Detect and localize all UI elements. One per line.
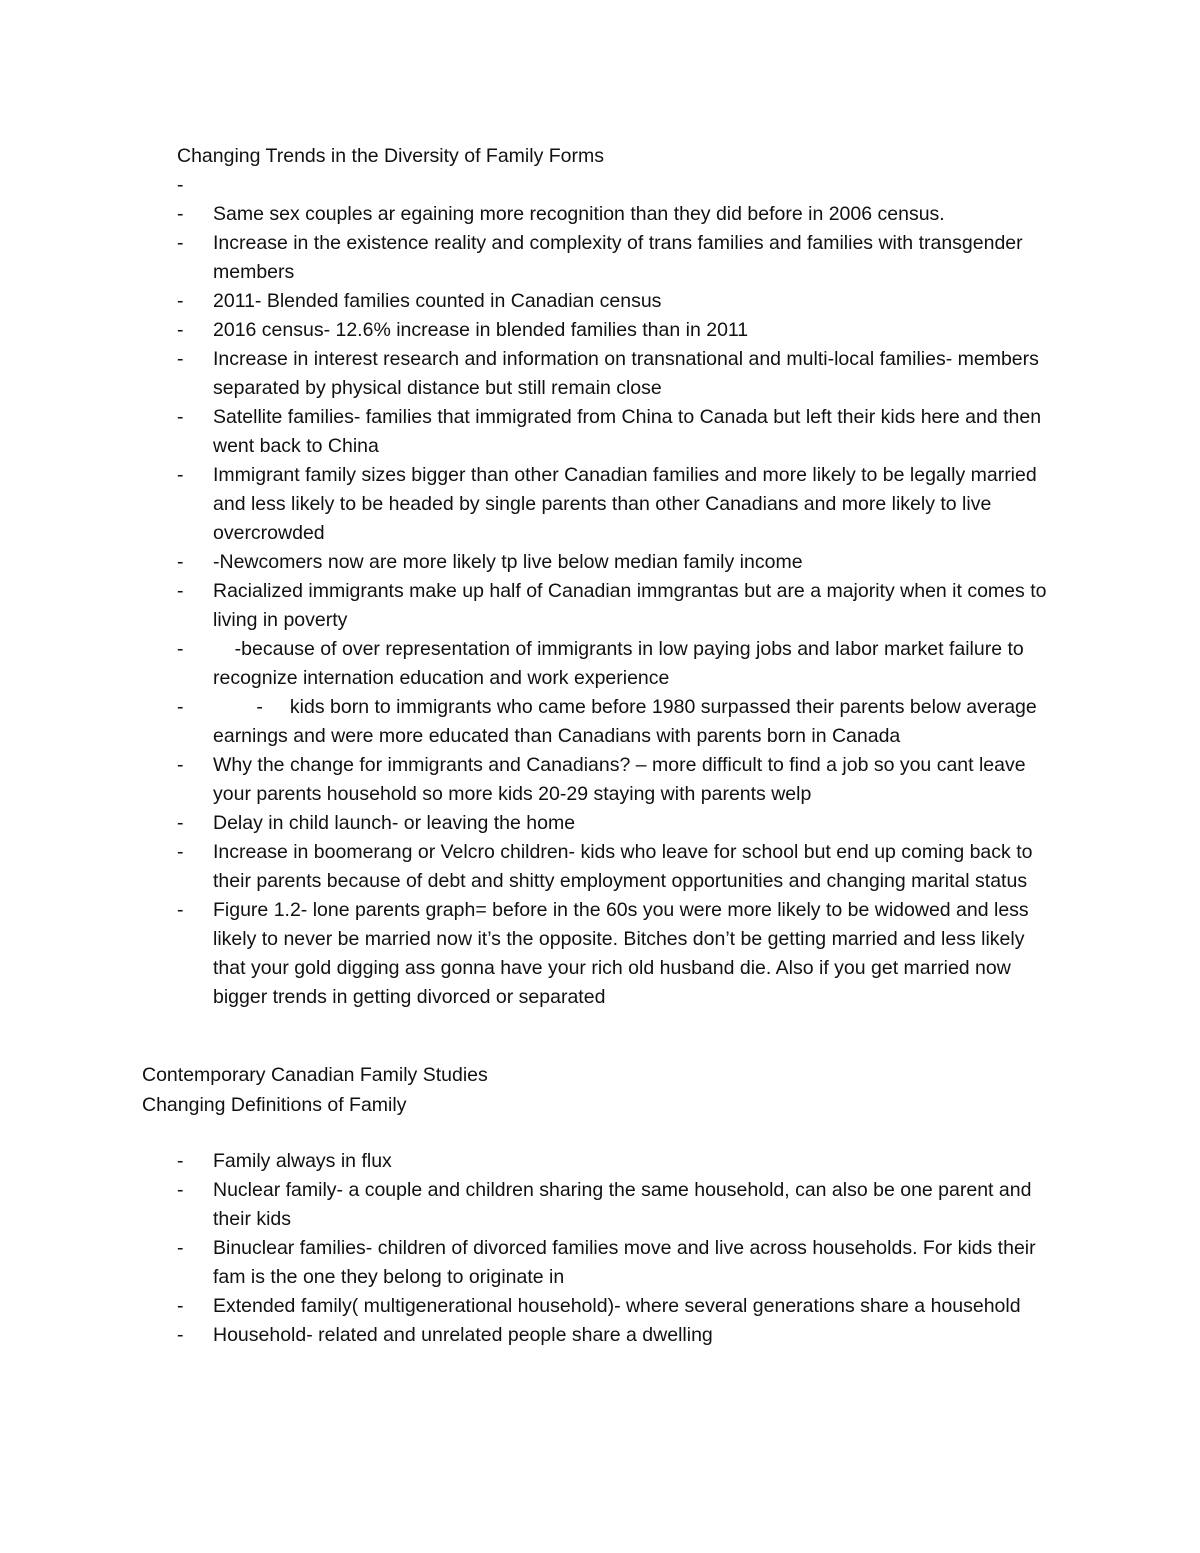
bullet-dash: - (177, 551, 184, 573)
bullet-dash: - (177, 1324, 184, 1346)
bullet-dash: - (177, 812, 184, 834)
list-item: - Immigrant family sizes bigger than other Canadian families and more likely to be legally married and less likely to be headed by single parents than other Canadians and more likely to live overcrowded (177, 461, 1053, 548)
bullet-dash: - (177, 1179, 184, 1201)
list-item: - 2016 census- 12.6% increase in blended families than in 2011 (177, 316, 1053, 345)
list-item: - Increase in interest research and information on transnational and multi-local families- members separated by physical distance but still remain close (177, 345, 1053, 403)
bullet-dash: - (177, 290, 184, 312)
list-item (177, 171, 1053, 200)
bullet-dash: - (177, 1295, 184, 1317)
bullet-dash: - (177, 232, 184, 254)
list-item: - Binuclear families- children of divorced families move and live across households. For kids their fam is the one they belong to originate in (177, 1234, 1053, 1292)
list-item: - 2011- Blended families counted in Canadian census (177, 287, 1053, 316)
section-subtitle-definitions: Changing Definitions of Family (142, 1094, 407, 1116)
list-item: - Extended family( multigenerational household)- where several generations share a household (177, 1292, 1053, 1321)
section-title-trends: Changing Trends in the Diversity of Family Forms (177, 145, 604, 167)
bullet-dash: - (177, 174, 184, 196)
bullet-dash: - (177, 754, 184, 776)
trends-list (177, 171, 1053, 1012)
bullet-dash: - (177, 406, 184, 428)
list-item: - Household- related and unrelated people share a dwelling (177, 1321, 1053, 1350)
bullet-dash: - (177, 696, 184, 718)
list-item: - Figure 1.2- lone parents graph= before in the 60s you were more likely to be widowed and less likely to never be married now it’s the opposite. Bitches don’t be getting married and less likely that your gold digging ass gonna have your rich old husband die. Also if you get married now bigger trends in getting divorced or separated (177, 896, 1053, 1012)
list-item: - -Newcomers now are more likely tp live below median family income (177, 548, 1053, 577)
list-item: - Satellite families- families that immigrated from China to Canada but left their kids here and then went back to China (177, 403, 1053, 461)
bullet-dash: - (177, 348, 184, 370)
bullet-dash: - (177, 1150, 184, 1172)
definitions-list (177, 1147, 1053, 1350)
section-title-contemporary: Contemporary Canadian Family Studies (142, 1064, 488, 1086)
list-item: - Delay in child launch- or leaving the home (177, 809, 1053, 838)
bullet-dash: - (177, 841, 184, 863)
list-item: - -because of over representation of immigrants in low paying jobs and labor market failure to recognize internation education and work experience (177, 635, 1053, 693)
bullet-dash: - (177, 1237, 184, 1259)
list-item: - Racialized immigrants make up half of Canadian immgrantas but are a majority when it comes to living in poverty (177, 577, 1053, 635)
list-item: - Nuclear family- a couple and children sharing the same household, can also be one parent and their kids (177, 1176, 1053, 1234)
bullet-dash: - (177, 203, 184, 225)
bullet-dash: - (177, 899, 184, 921)
bullet-dash: - (177, 580, 184, 602)
bullet-dash: - (177, 638, 184, 660)
list-item: - Why the change for immigrants and Canadians? – more difficult to find a job so you cant leave your parents household so more kids 20-29 staying with parents welp (177, 751, 1053, 809)
list-item: - Same sex couples ar egaining more recognition than they did before in 2006 census. (177, 200, 1053, 229)
list-item: - - kids born to immigrants who came before 1980 surpassed their parents below average earnings and were more educated than Canadians with parents born in Canada (177, 693, 1053, 751)
bullet-dash: - (177, 319, 184, 341)
bullet-dash: - (177, 464, 184, 486)
list-item: - Increase in the existence reality and complexity of trans families and families with transgender members (177, 229, 1053, 287)
list-item: - Increase in boomerang or Velcro children- kids who leave for school but end up coming back to their parents because of debt and shitty employment opportunities and changing marital status (177, 838, 1053, 896)
list-item: - Family always in flux (177, 1147, 1053, 1176)
